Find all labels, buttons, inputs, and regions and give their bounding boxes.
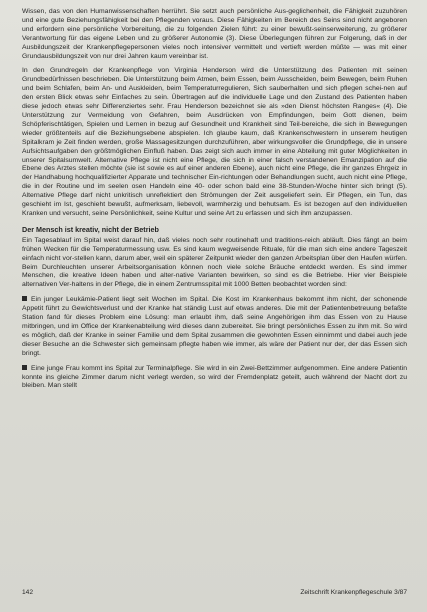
paragraph-routine: Ein Tagesablauf im Spital weist darauf hin, daß vieles noch sehr routinehaft und traditions-reich abläuft. Dies fängt an beim frühen Wecken für die Temperaturmessung usw. Es sind kaum wegweisende Rituale, für die man sich eine andere Tageszeit einfach nicht vor-stellen kann, darum aber, weil ein späterer Zeitpunkt wieder den ganzen Arbeitsplan über den Haufen würfen. Beim Durchleuchten unserer Arbeitsorganisation können noch viele solche Bräuche entdeckt werden. Es sind immer Menschen, die kreative Ideen haben und alter-native Varianten bewirken, so sind es die Betriebe. Hier vier Beispiele alternativen Ver-haltens in der Pflege, die in einem Zentrumsspital mit 1000 Betten beobachtet worden sind: [22,236,407,289]
square-bullet-icon [22,365,27,370]
paragraph-henderson: In den Grundregeln der Krankenpflege von Virginia Henderson wird die Unterstützung des Patienten mit seinen Grundbedürfnissen beschrieben. Die Unterstützung beim Atmen, beim Essen, beim Ausscheiden, beim Bewegen, beim Ruhen und beim Schlafen, beim An- und Auskleiden, beim Temperaturregulieren, Sich sauberhalten und sich pflegen schei-nen auf den ersten Blick etwas sehr Einfaches zu sein. Übertragen auf die individuelle Lage und den Zustand des Patienten haben diese jedoch etwas sehr Differenziertes sehr. Frau Henderson bezeichnet sie als »den Dienst höchsten Ranges« (4). Die Unterstützung zur Vermeidung von Gefahren, beim Ausdrücken von Empfindungen, beim Gott dienen, beim Schöpferischtätigen, Spielen und Lernen in bezug auf Gesundheit und Krankheit sind Teil-bereiche, die sich in Bewegungen wieder größtenteils auf die Beziehungsebene abspielen. Ich glaube kaum, daß Krankenschwestern in unserem heutigen Spitalkram je Zeit finden werden, große Massagesitzungen durchzuführen, aber wirkungsvoller die Grundpflege, die in unsere Aufsichtsaufgaben den größtmöglichen Einfluß haben. Das zeigt sich auch immer in eine Abteilung mit guter Möglichkeiten in unserer Spitalsumwelt. Alternative Pflege ist nicht eine Pflege, die sich in einer falsch verstandenen Emanzipation auf die Ebene des Arztes stellen möchte (sie ist sowie es auf einer anderen Ebene), auch nicht eine Pflege, die ihr ganzes Ehrgeiz in der Handhabung hochqualifizierter Apparate und technischer Ein-richtungen oder Behandlungen sucht, auch nicht eine Pflege, die in der Routine und im seelen osen Handeln eine 40- oder schon bald eine 38-Stunden-Woche hinter sich bringt (5). Alternative Pflege darf nicht unkritisch unreflektiert den Strömungen der Zeit ausgeliefert sein. Eir Pflegen, ein Tun, das geschieht im Ist, geschieht bewußt, aufmerksam, liebevoll, warmherzig und behutsam. Es ist bezogen auf den individuellen Kranken und versucht, seine Persönlichkeit, seine Kultur und seine Art zu erfassen und sich ihm anzupassen. [22,67,407,217]
paragraph-intro: Wissen, das von den Humanwissenschaften herrührt. Sie setzt auch persönliche Aus-geglichenheit, die Fähigkeit zuzuhören und eine gute Beziehungsfähigkeit bei den Pflegenden voraus. Diese Fähigkeiten im Bereich des Seins sind nicht angeboren und erfordern eine persönliche Vorbereitung, die zu folgenden Zielen führt: zu einer bewußt-seinserweiterung, zu größerer Verantwortung für das eigene Leben und zu größerer Autonomie (3). Diese Überlegungen führen zur Folgerung, daß in der Ausbildungszeit der Krankenpflegepersonen vieles noch intensiver vermittelt und vertieft werden müßte — was mit einer Grundausbildungszeit von nur drei Jahren kaum vereinbar ist. [22,8,407,60]
page-footer [22,589,407,597]
paragraph-example-1 [22,296,407,358]
example-1-text: Ein junger Leukämie-Patient liegt seit Wochen im Spital. Die Kost im Krankenhaus bekommt ihm nicht, der schonende Appetit führt zu Gewichtsverlust und der Kranke hat ständig Lust auf etwas anderes. Die mit der Patientenbetreuung befaßte Station fand für dieses Problem eine Lösung: man erlaubt ihm, daß seine Angehörigen ihm das Essen von zu Hause mitbringen, und im Office der Krankenabteilung wird dieses dann zubereitet. Sie bringt persönliches Essen zu ihm mit. So wird es möglich, daß der Kranke in seiner Familie und dem Spital zusammen die gewohnten Essen einnimmt und dabei auch jede dieser Besuche an die Schwester sich gemeinsam pflegte haben wie immer, als wäre der Patient nur der, der das Essen sich bringt. [22,296,407,357]
square-bullet-icon [22,296,27,301]
section-heading: Der Mensch ist kreativ, nicht der Betrieb [22,224,159,234]
paragraph-example-2 [22,365,407,392]
page-number: 142 [22,589,34,596]
journal-reference: Zeitschrift Krankenpflegeschule 3/87 [300,589,407,596]
example-2-text: Eine junge Frau kommt ins Spital zur Terminalpflege. Sie wird in ein Zwei-Bettzimmer aufgenommen. Eine andere Patientin konnte ins gleiche Zimmer darum nicht verlegt werden, so wird der Fremdenplatz geteilt, auch während der Nacht dort zu bleiben. Man stellt [22,364,407,390]
